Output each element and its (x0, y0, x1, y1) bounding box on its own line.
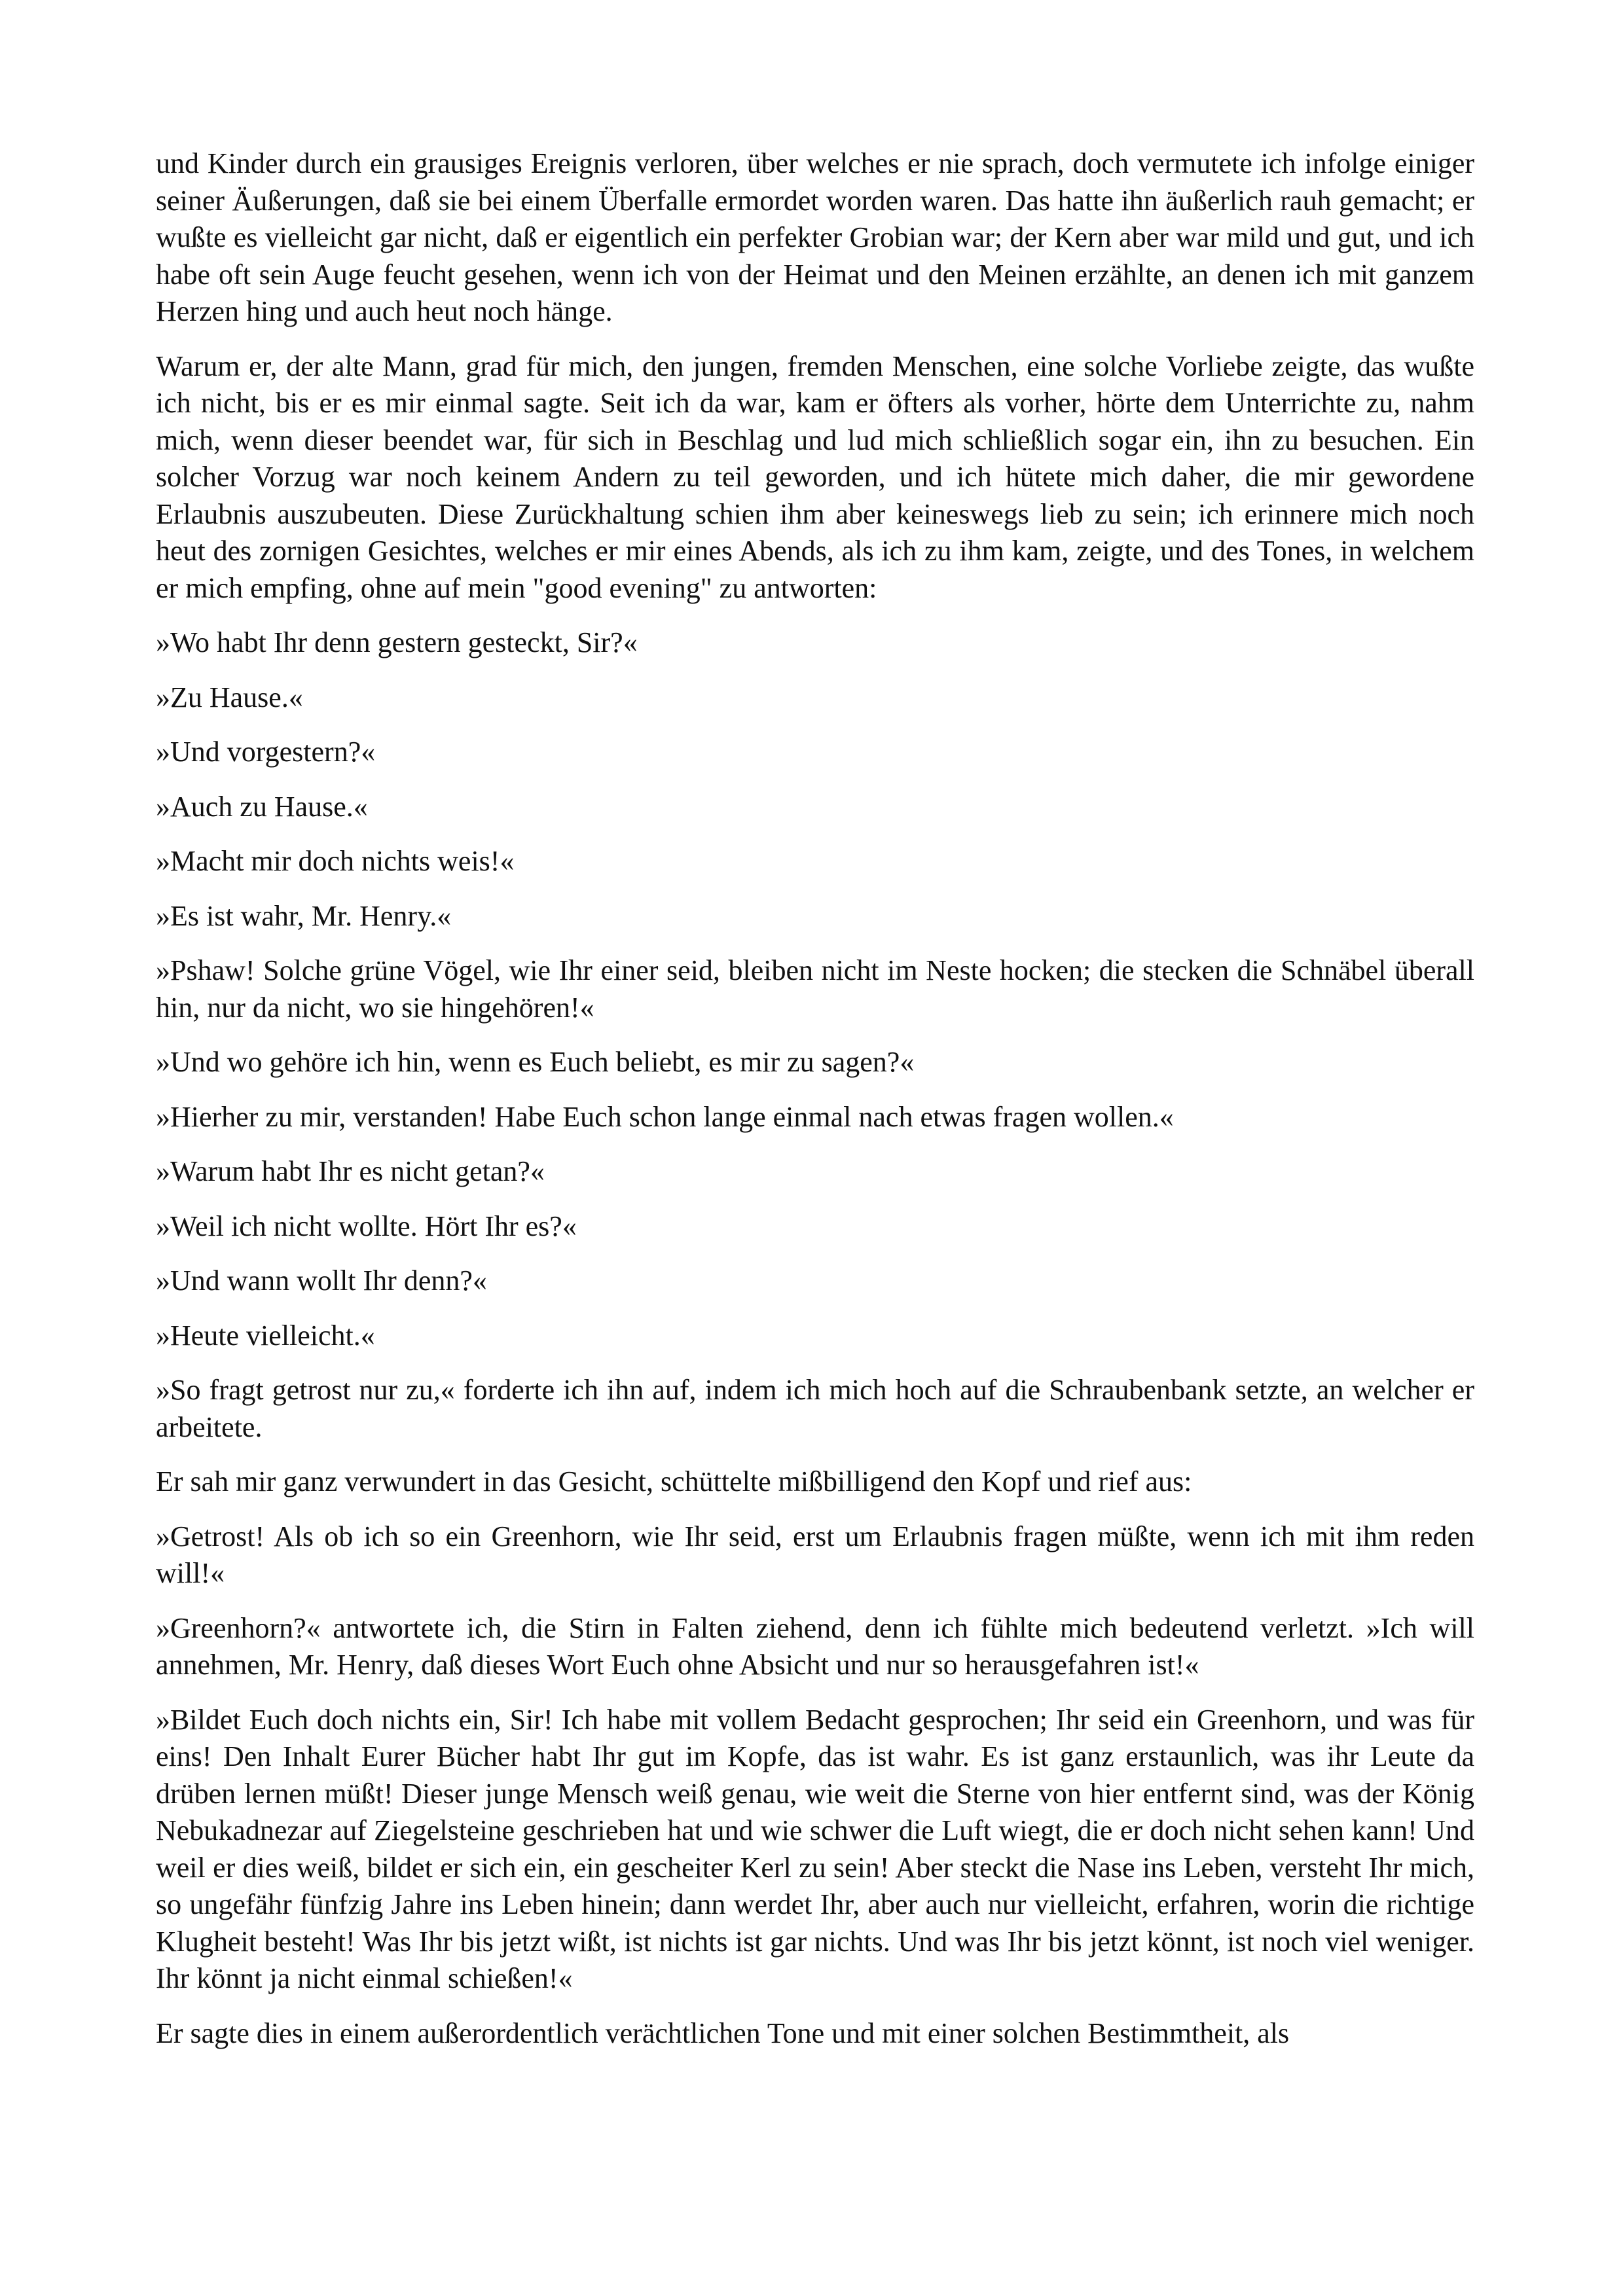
dialogue-line-14: »So fragt getrost nur zu,« forderte ich ihn auf, indem ich mich hoch auf die Schraubenbank setzte, an welcher er arbeitete. (156, 1374, 1474, 1443)
dialogue-line-1: »Wo habt Ihr denn gestern gesteckt, Sir?« (156, 626, 638, 658)
dialogue-line-3: »Und vorgestern?« (156, 736, 376, 768)
dialogue-line-15: »Getrost! Als ob ich so ein Greenhorn, wie Ihr seid, erst um Erlaubnis fragen müßte, wenn ich mit ihm reden will!« (156, 1520, 1474, 1589)
document-page (156, 145, 1474, 2070)
dialogue-line-4: »Auch zu Hause.« (156, 790, 368, 823)
dialogue-line-13: »Heute vielleicht.« (156, 1319, 375, 1352)
dialogue-line-17: »Bildet Euch doch nichts ein, Sir! Ich habe mit vollem Bedacht gesprochen; Ihr seid ein Greenhorn, und was für eins! Den Inhalt Eurer Bücher habt Ihr gut im Kopfe, das ist wahr. Es ist ganz erstaunlich, was ihr Leute da drüben lernen müßt! Dieser junge Mensch weiß genau, wie weit die Sterne von hier entfernt sind, was der König Nebukadnezar auf Ziegelsteine geschrieben hat und wie schwer die Luft wiegt, die er doch nicht sehen kann! Und weil er dies weiß, bildet er sich ein, ein gescheiter Kerl zu sein! Aber steckt die Nase ins Leben, versteht Ihr mich, so ungefähr fünfzig Jahre ins Leben hinein; dann werdet Ihr, aber auch nur vielleicht, erfahren, worin die richtige Klugheit besteht! Was Ihr bis jetzt wißt, ist nichts ist gar nichts. Und was Ihr bis jetzt könnt, ist noch viel weniger. Ihr könnt ja nicht einmal schießen!« (156, 1703, 1474, 1994)
narration-line: Er sah mir ganz verwundert in das Gesicht, schüttelte mißbilligend den Kopf und rief aus: (156, 1465, 1192, 1498)
dialogue-line-16: »Greenhorn?« antwortete ich, die Stirn in Falten ziehend, denn ich fühlte mich bedeutend verletzt. »Ich will annehmen, Mr. Henry, daß dieses Wort Euch ohne Absicht und nur so herausgefahren ist!« (156, 1611, 1474, 1681)
dialogue-line-5: »Macht mir doch nichts weis!« (156, 845, 515, 877)
dialogue-line-6: »Es ist wahr, Mr. Henry.« (156, 899, 452, 932)
paragraph-1: und Kinder durch ein grausiges Ereignis verloren, über welches er nie sprach, doch vermutete ich infolge einiger seiner Äußerungen, daß sie bei einem Überfalle ermordet worden waren. Das hatte ihn äußerlich rauh gemacht; er wußte es vielleicht gar nicht, daß er eigentlich ein perfekter Grobian war; der Kern aber war mild und gut, und ich habe oft sein Auge feucht gesehen, wenn ich von der Heimat und den Meinen erzählte, an denen ich mit ganzem Herzen hing und auch heut noch hänge. (156, 147, 1474, 327)
dialogue-line-12: »Und wann wollt Ihr denn?« (156, 1265, 487, 1297)
dialogue-line-11: »Weil ich nicht wollte. Hört Ihr es?« (156, 1210, 577, 1242)
dialogue-line-7: »Pshaw! Solche grüne Vögel, wie Ihr einer seid, bleiben nicht im Neste hocken; die stecken die Schnäbel überall hin, nur da nicht, wo sie hingehören!« (156, 954, 1474, 1024)
paragraph-last: Er sagte dies in einem außerordentlich verächtlichen Tone und mit einer solchen Bestimmtheit, als (156, 2017, 1290, 2049)
dialogue-line-8: »Und wo gehöre ich hin, wenn es Euch beliebt, es mir zu sagen?« (156, 1046, 915, 1078)
dialogue-line-2: »Zu Hause.« (156, 681, 303, 713)
paragraph-2: Warum er, der alte Mann, grad für mich, den jungen, fremden Menschen, eine solche Vorliebe zeigte, das wußte ich nicht, bis er es mir einmal sagte. Seit ich da war, kam er öfters als vorher, hörte dem Unterrichte zu, nahm mich, wenn dieser beendet war, für sich in Beschlag und lud mich schließlich sogar ein, ihn zu besuchen. Ein solcher Vorzug war noch keinem Andern zu teil geworden, und ich hütete mich daher, die mir gewordene Erlaubnis auszubeuten. Diese Zurückhaltung schien ihm aber keineswegs lieb zu sein; ich erinnere mich noch heut des zornigen Gesichtes, welches er mir eines Abends, als ich zu ihm kam, zeigte, und des Tones, in welchem er mich empfing, ohne auf mein "good evening" zu antworten: (156, 350, 1474, 604)
dialogue-line-10: »Warum habt Ihr es nicht getan?« (156, 1155, 545, 1187)
dialogue-line-9: »Hierher zu mir, verstanden! Habe Euch schon lange einmal nach etwas fragen wollen.« (156, 1100, 1174, 1133)
